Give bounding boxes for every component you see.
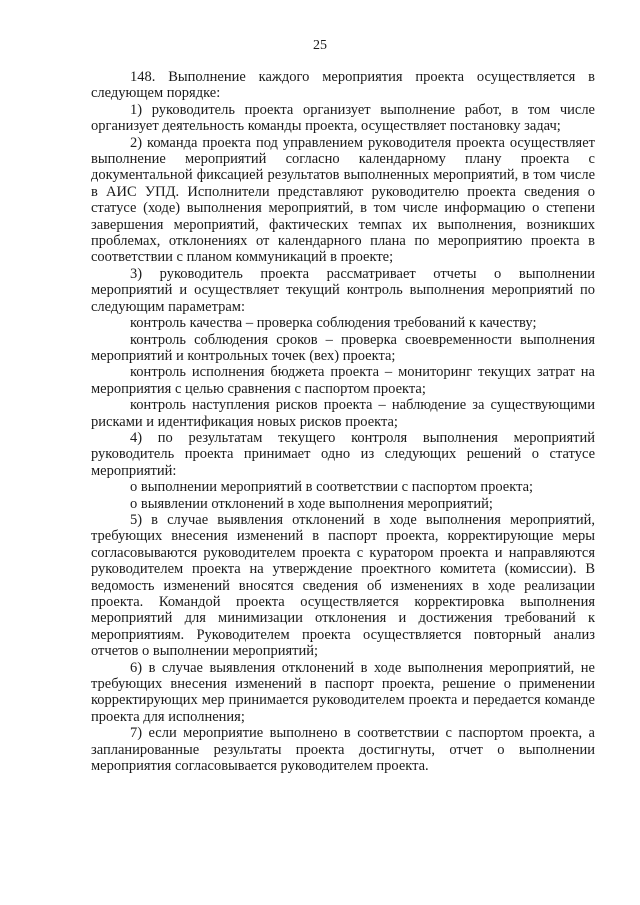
paragraph-quality-control: контроль качества – проверка соблюдения требований к качеству; xyxy=(130,315,537,332)
paragraph-item-4: 4) по результатам текущего контроля выполнения мероприятий руководитель проекта принимает одно из следующих решений о статусе мероприятий: xyxy=(91,429,595,479)
document-body xyxy=(91,69,595,774)
paragraph-decision-deviations: о выявлении отклонений в ходе выполнения мероприятий; xyxy=(130,495,493,512)
paragraph-148: 148. Выполнение каждого мероприятия проекта осуществляется в следующем порядке: xyxy=(91,69,595,102)
paragraph-decision-completed: о выполнении мероприятий в соответствии с паспортом проекта; xyxy=(130,479,534,496)
paragraph-item-7: 7) если мероприятие выполнено в соответствии с паспортом проекта, а запланированные результаты проекта достигнуты, отчет о выполнении мероприятия согласовывается руководителем проекта. xyxy=(91,725,595,775)
page-number: 25 xyxy=(313,38,327,53)
paragraph-risk-control: контроль наступления рисков проекта – наблюдение за существующими рисками и идентификация новых рисков проекта; xyxy=(91,397,595,430)
paragraph-budget-control: контроль исполнения бюджета проекта – мониторинг текущих затрат на мероприятия с целью сравнения с паспортом проекта; xyxy=(91,364,595,397)
paragraph-item-1: 1) руководитель проекта организует выполнение работ, в том числе организует деятельность команды проекта, осуществляет постановку задач; xyxy=(91,101,595,135)
paragraph-deadline-control: контроль соблюдения сроков – проверка своевременности выполнения мероприятий и контрольных точек (вех) проекта; xyxy=(91,331,595,364)
paragraph-item-5: 5) в случае выявления отклонений в ходе выполнения мероприятий, требующих внесения изменений в паспорт проекта, корректирующие меры согласовываются руководителем проекта с куратором проекта и направляются руководителем проекта на утверждение проектного комитета (комиссии). В ведомость изменений вносятся сведения об изменениях в ходе реализации проекта. Командой проекта осуществляется корректировка выполнения мероприятий для минимизации отклонения и достижения требований к мероприятиям. Руководителем проекта осуществляется повторный анализ отчетов о выполнении мероприятий; xyxy=(91,511,595,660)
paragraph-item-6: 6) в случае выявления отклонений в ходе выполнения мероприятий, не требующих внесения изменений в паспорт проекта, решение о применении корректирующих мер принимается руководителем проекта и передается команде проекта для исполнения; xyxy=(91,659,595,725)
paragraph-item-2: 2) команда проекта под управлением руководителя проекта осуществляет выполнение мероприятий согласно календарному плану проекта с документальной фиксацией результатов выполненных мероприятий, в том числе в АИС УПД. Исполнители представляют руководителю проекта сведения о статусе (ходе) выполнения мероприятий, в том числе информацию о степени завершения мероприятий, фактических темпах их выполнения, возникших проблемах, отклонениях от календарного плана по мероприятию проекта в соответствии с планом коммуникаций в проекте; xyxy=(91,134,595,266)
paragraph-item-3: 3) руководитель проекта рассматривает отчеты о выполнении мероприятий и осуществляет текущий контроль выполнения мероприятий по следующим параметрам: xyxy=(91,265,595,315)
